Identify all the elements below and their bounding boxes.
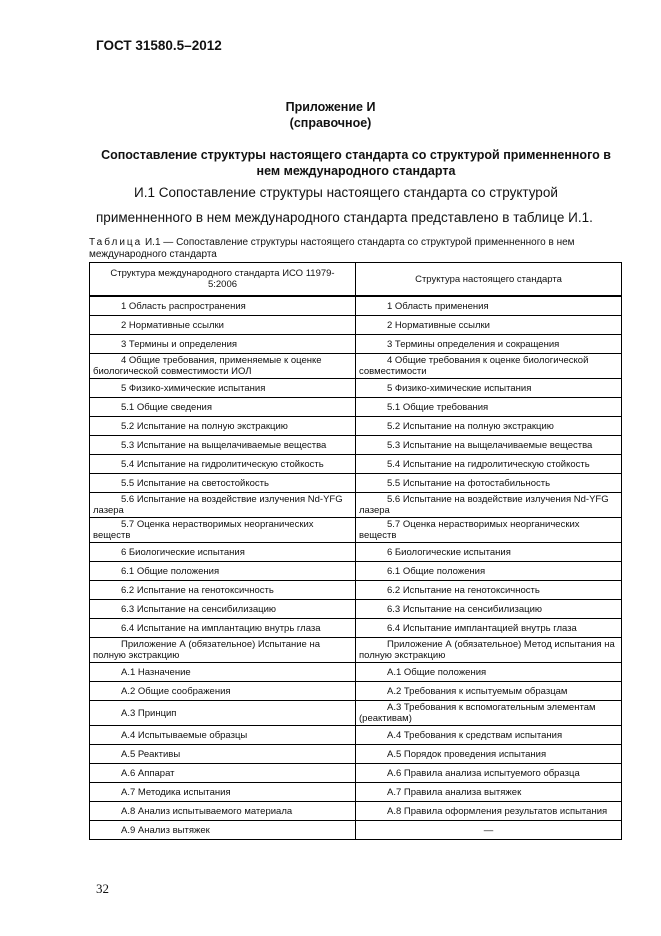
cell-international-standard: А.1 Назначение	[90, 663, 356, 682]
cell-this-standard: 2 Нормативные ссылки	[356, 316, 622, 335]
cell-international-standard: 6.3 Испытание на сенсибилизацию	[90, 600, 356, 619]
cell-international-standard: А.6 Аппарат	[90, 764, 356, 783]
table-row	[90, 436, 622, 455]
table-row	[90, 764, 622, 783]
table-caption	[89, 237, 621, 261]
table-row	[90, 682, 622, 701]
table-row	[90, 638, 622, 663]
table-row	[90, 455, 622, 474]
cell-this-standard: 6.1 Общие положения	[356, 562, 622, 581]
cell-this-standard: А.6 Правила анализа испытуемого образца	[356, 764, 622, 783]
cell-this-standard: А.5 Порядок проведения испытания	[356, 745, 622, 764]
table-row	[90, 518, 622, 543]
table-row	[90, 316, 622, 335]
table-row	[90, 354, 622, 379]
cell-international-standard: 3 Термины и определения	[90, 335, 356, 354]
comparison-table	[89, 262, 622, 840]
table-row	[90, 663, 622, 682]
cell-this-standard: 6.4 Испытание имплантацией внутрь глаза	[356, 619, 622, 638]
cell-international-standard: А.3 Принцип	[90, 701, 356, 726]
cell-international-standard: 6 Биологические испытания	[90, 543, 356, 562]
cell-international-standard: А.7 Методика испытания	[90, 783, 356, 802]
cell-this-standard: 5.7 Оценка нерастворимых неорганических веществ	[356, 518, 622, 543]
cell-this-standard: 3 Термины определения и сокращения	[356, 335, 622, 354]
cell-international-standard: 6.2 Испытание на генотоксичность	[90, 581, 356, 600]
table-row	[90, 821, 622, 840]
cell-this-standard: А.3 Требования к вспомогательным элементам (реактивам)	[356, 701, 622, 726]
cell-international-standard: А.5 Реактивы	[90, 745, 356, 764]
table-row	[90, 398, 622, 417]
table-row	[90, 562, 622, 581]
cell-international-standard: 6.4 Испытание на имплантацию внутрь глаза	[90, 619, 356, 638]
cell-this-standard: 6 Биологические испытания	[356, 543, 622, 562]
cell-international-standard: 6.1 Общие положения	[90, 562, 356, 581]
cell-international-standard: 5.7 Оценка нерастворимых неорганических веществ	[90, 518, 356, 543]
cell-international-standard: 5.5 Испытание на светостойкость	[90, 474, 356, 493]
paragraph-line-2: применненного в нем международного стандарта представлено в таблице И.1.	[96, 210, 593, 225]
cell-international-standard: 1 Область распространения	[90, 296, 356, 316]
cell-this-standard: Приложение А (обязательное) Метод испытания на полную экстракцию	[356, 638, 622, 663]
header-this-standard: Структура настоящего стандарта	[356, 263, 622, 297]
table-row	[90, 581, 622, 600]
cell-this-standard: А.8 Правила оформления результатов испытания	[356, 802, 622, 821]
table-row	[90, 619, 622, 638]
table-body	[90, 296, 622, 840]
cell-international-standard: Приложение А (обязательное) Испытание на полную экстракцию	[90, 638, 356, 663]
table-row	[90, 600, 622, 619]
cell-international-standard: 5.2 Испытание на полную экстракцию	[90, 417, 356, 436]
table-row	[90, 379, 622, 398]
cell-international-standard: 5.4 Испытание на гидролитическую стойкость	[90, 455, 356, 474]
header-international-standard: Структура международного стандарта ИСО 11979-5:2006	[90, 263, 356, 297]
table-row	[90, 726, 622, 745]
appendix-type: (справочное)	[289, 116, 372, 130]
table-row	[90, 335, 622, 354]
cell-this-standard: А.7 Правила анализа вытяжек	[356, 783, 622, 802]
appendix-label: Приложение И	[285, 100, 376, 114]
cell-this-standard: 5.4 Испытание на гидролитическую стойкость	[356, 455, 622, 474]
cell-international-standard: 5.1 Общие сведения	[90, 398, 356, 417]
table-header-row	[90, 263, 622, 297]
cell-this-standard: 5.3 Испытание на выщелачиваемые вещества	[356, 436, 622, 455]
cell-international-standard: 5.3 Испытание на выщелачиваемые вещества	[90, 436, 356, 455]
cell-international-standard: 5 Физико-химические испытания	[90, 379, 356, 398]
cell-international-standard: 4 Общие требования, применяемые к оценке биологической совместимости ИОЛ	[90, 354, 356, 379]
cell-international-standard: 2 Нормативные ссылки	[90, 316, 356, 335]
cell-this-standard: 1 Область применения	[356, 296, 622, 316]
document-code: ГОСТ 31580.5–2012	[96, 38, 222, 53]
table-row	[90, 417, 622, 436]
cell-this-standard: 6.3 Испытание на сенсибилизацию	[356, 600, 622, 619]
cell-this-standard: 5 Физико-химические испытания	[356, 379, 622, 398]
section-heading: Сопоставление структуры настоящего стандарта со структурой применненного в нем международного стандарта	[101, 148, 611, 178]
paragraph-line-1: И.1 Сопоставление структуры настоящего стандарта со структурой	[134, 185, 558, 200]
cell-this-standard: А.1 Общие положения	[356, 663, 622, 682]
cell-international-standard: 5.6 Испытание на воздействие излучения Nd-YFG лазера	[90, 493, 356, 518]
cell-this-standard: 5.2 Испытание на полную экстракцию	[356, 417, 622, 436]
table-row	[90, 296, 622, 316]
table-row	[90, 543, 622, 562]
cell-international-standard: А.8 Анализ испытываемого материала	[90, 802, 356, 821]
cell-this-standard: 5.6 Испытание на воздействие излучения Nd-YFG лазера	[356, 493, 622, 518]
table-row	[90, 474, 622, 493]
table-row	[90, 701, 622, 726]
page-number: 32	[96, 881, 109, 896]
table-row	[90, 783, 622, 802]
table-row	[90, 493, 622, 518]
cell-international-standard: А.9 Анализ вытяжек	[90, 821, 356, 840]
table-row	[90, 745, 622, 764]
table-caption-prefix: Таблица	[89, 237, 143, 248]
cell-this-standard: 5.1 Общие требования	[356, 398, 622, 417]
cell-this-standard: —	[356, 821, 622, 840]
table-caption-text: И.1 — Сопоставление структуры настоящего стандарта со структурой применненного в нем международного стандарта	[89, 237, 575, 260]
cell-this-standard: А.2 Требования к испытуемым образцам	[356, 682, 622, 701]
cell-this-standard: 6.2 Испытание на генотоксичность	[356, 581, 622, 600]
cell-this-standard: 5.5 Испытание на фотостабильность	[356, 474, 622, 493]
cell-this-standard: 4 Общие требования к оценке биологической совместимости	[356, 354, 622, 379]
table-row	[90, 802, 622, 821]
cell-international-standard: А.2 Общие соображения	[90, 682, 356, 701]
cell-international-standard: А.4 Испытываемые образцы	[90, 726, 356, 745]
cell-this-standard: А.4 Требования к средствам испытания	[356, 726, 622, 745]
appendix-title	[0, 99, 661, 131]
